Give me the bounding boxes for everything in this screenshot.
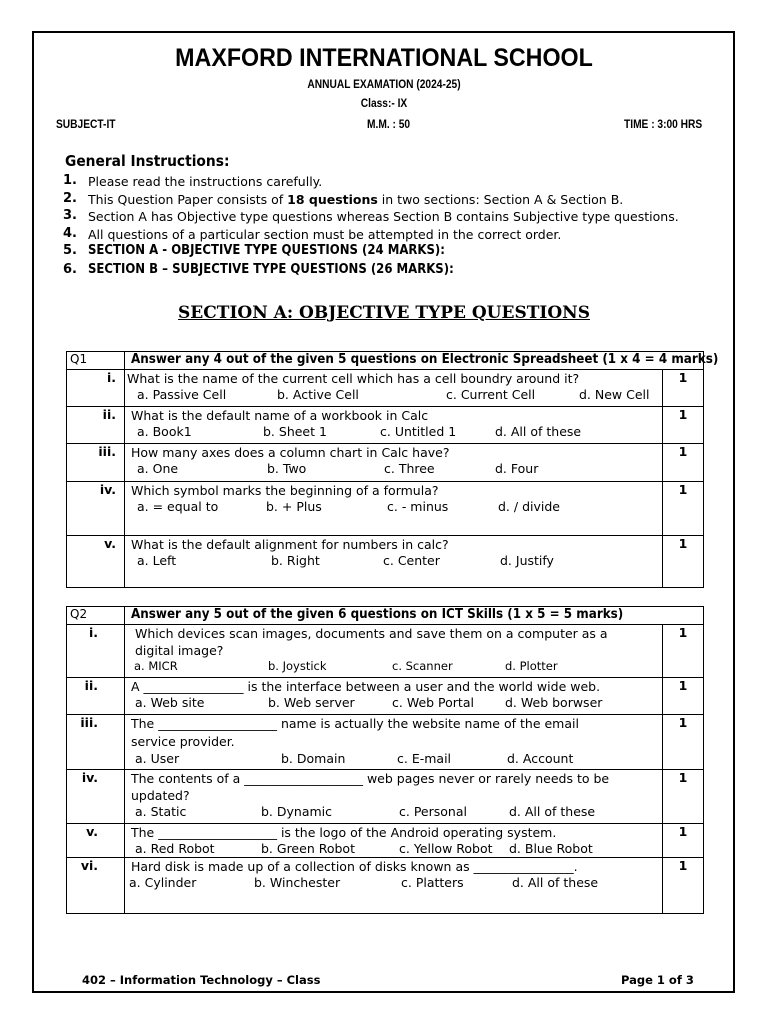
q1-title-text: Answer any 4 out of the given 5 questions on Electronic Spreadsheet (1 x 4 = 4 marks): [131, 352, 719, 367]
class-label: Class:- IX: [360, 96, 408, 110]
question-marks: 1: [663, 444, 704, 482]
question-number: ii.: [67, 678, 125, 715]
question-marks: 1: [663, 625, 704, 678]
q2-question-row: [67, 678, 704, 715]
section-a-title: [0, 303, 768, 323]
question-text: The contents of a ___________________ web pages never or rarely needs to be updated?: [131, 771, 610, 803]
option: a. Book1: [137, 424, 192, 439]
question-cell: [125, 536, 663, 588]
option: c. Scanner: [392, 659, 453, 673]
option: b. Sheet 1: [263, 424, 327, 439]
max-marks: M.M. : 50: [367, 117, 411, 131]
question-text: The ___________________ is the logo of the Android operating system.: [131, 825, 557, 840]
instruction-number: 1.: [63, 173, 77, 188]
instruction-number: 3.: [63, 208, 77, 223]
option: a. = equal to: [137, 499, 219, 514]
footer-course: 402 – Information Technology – Class: [82, 973, 321, 987]
option: d. All of these: [509, 804, 596, 819]
options-row: [125, 751, 662, 769]
instruction-number: 4.: [63, 226, 77, 241]
q2-label: Q2: [67, 607, 125, 625]
q2-question-row: [67, 715, 704, 770]
question-number: iii.: [67, 444, 125, 482]
question-marks: 1: [663, 407, 704, 444]
option: b. + Plus: [266, 499, 322, 514]
option: d. Four: [495, 461, 539, 476]
option: b. Winchester: [254, 875, 341, 890]
question-text: A ________________ is the interface between a user and the world wide web.: [131, 679, 601, 694]
question-text: The ___________________ name is actually the website name of the email service provider.: [131, 716, 579, 749]
q1-question-row: [67, 407, 704, 444]
question-number: v.: [67, 536, 125, 588]
q2-question-row: [67, 858, 704, 914]
question-marks: 1: [663, 715, 704, 770]
option: c. Yellow Robot: [399, 841, 493, 856]
options-row: [125, 424, 662, 442]
question-cell: [125, 858, 663, 914]
options-row: [125, 659, 662, 677]
option: d. Blue Robot: [509, 841, 593, 856]
q1-question-row: [67, 370, 704, 407]
question-number: ii.: [67, 407, 125, 444]
question-text: What is the default name of a workbook in Calc: [131, 408, 429, 423]
option: a. MICR: [134, 659, 178, 673]
option: a. Passive Cell: [137, 387, 227, 402]
question-number: vi.: [67, 858, 125, 914]
option: a. One: [137, 461, 179, 476]
option: b. Domain: [281, 751, 346, 766]
option: d. Justify: [500, 553, 554, 568]
question-marks: 1: [663, 824, 704, 858]
question-cell: [125, 715, 663, 770]
options-row: [125, 461, 662, 479]
q1-label: Q1: [67, 352, 125, 370]
options-row: [125, 804, 662, 822]
options-row: [125, 695, 662, 713]
option: a. Web site: [135, 695, 205, 710]
option: a. Left: [137, 553, 177, 568]
instruction-number: 5.: [63, 243, 77, 258]
option: a. User: [135, 751, 180, 766]
question-marks: 1: [663, 370, 704, 407]
question-text: How many axes does a column chart in Calc have?: [131, 445, 450, 460]
instructions-title: General Instructions:: [65, 152, 230, 170]
instruction-text: [88, 192, 623, 207]
q2-title-text: Answer any 5 out of the given 6 questions on ICT Skills (1 x 5 = 5 marks): [131, 607, 624, 622]
question-marks: 1: [663, 770, 704, 824]
instruction-text: All questions of a particular section must be attempted in the correct order.: [88, 227, 562, 242]
subject-label: SUBJECT-IT: [56, 117, 116, 131]
option: b. Joystick: [268, 659, 327, 673]
question-cell: [125, 482, 663, 536]
question-text: Hard disk is made up of a collection of disks known as ________________.: [131, 859, 578, 874]
question-text: What is the default alignment for numbers in calc?: [131, 537, 449, 552]
instruction-text: SECTION B – SUBJECTIVE TYPE QUESTIONS (26 MARKS):: [88, 262, 454, 277]
option: b. Right: [271, 553, 320, 568]
option: c. Untitled 1: [380, 424, 457, 439]
question-text: Which symbol marks the beginning of a formula?: [131, 483, 439, 498]
q2-question-row: [67, 625, 704, 678]
exam-title: ANNUAL EXAMATION (2024-25): [307, 77, 461, 91]
question-cell: [125, 770, 663, 824]
q1-question-row: [67, 536, 704, 588]
section-a-title-text: SECTION A: OBJECTIVE TYPE QUESTIONS: [178, 303, 590, 323]
option: c. Center: [383, 553, 440, 568]
option: d. / divide: [498, 499, 560, 514]
question-cell: [125, 407, 663, 444]
option: c. - minus: [387, 499, 449, 514]
instruction-text-part: in two sections: Section A & Section B.: [377, 192, 624, 207]
question-number: iii.: [67, 715, 125, 770]
question-marks: 1: [663, 482, 704, 536]
option: d. All of these: [495, 424, 582, 439]
options-row: [125, 387, 662, 405]
instruction-number: 2.: [63, 191, 77, 206]
option: c. Platters: [401, 875, 464, 890]
question-cell: [125, 625, 663, 678]
option: a. Cylinder: [129, 875, 197, 890]
q2-question-row: [67, 824, 704, 858]
question-text: Which devices scan images, documents and save them on a computer as a digital image?: [135, 626, 608, 658]
q1-question-row: [67, 482, 704, 536]
question-number: i.: [67, 625, 125, 678]
question-cell: [125, 444, 663, 482]
options-row: [125, 841, 662, 857]
question-cell: [125, 678, 663, 715]
instruction-number: 6.: [63, 262, 77, 277]
option: b. Web server: [268, 695, 355, 710]
question-number: i.: [67, 370, 125, 407]
options-row: [125, 553, 662, 571]
q1-header-row: [67, 352, 704, 370]
question-number: v.: [67, 824, 125, 858]
option: d. Account: [507, 751, 574, 766]
q1-table: [66, 351, 719, 588]
options-row: [125, 875, 662, 893]
q2-header-row: [67, 607, 704, 625]
option: c. Personal: [399, 804, 467, 819]
q2-table: [66, 606, 704, 914]
options-row: [125, 499, 662, 517]
question-cell: [125, 370, 663, 407]
question-number: iv.: [67, 482, 125, 536]
option: c. Web Portal: [392, 695, 474, 710]
instruction-text-emphasis: 18 questions: [287, 192, 378, 207]
option: d. New Cell: [579, 387, 650, 402]
option: a. Static: [135, 804, 187, 819]
question-marks: 1: [663, 858, 704, 914]
option: c. Current Cell: [446, 387, 536, 402]
option: b. Active Cell: [277, 387, 359, 402]
option: d. Web borwser: [505, 695, 603, 710]
option: c. Three: [384, 461, 435, 476]
q1-question-row: [67, 444, 704, 482]
time-allowed: TIME : 3:00 HRS: [624, 117, 703, 131]
school-name: MAXFORD INTERNATIONAL SCHOOL: [175, 44, 593, 72]
question-cell: [125, 824, 663, 858]
option: b. Green Robot: [261, 841, 355, 856]
q2-question-row: [67, 770, 704, 824]
question-number: iv.: [67, 770, 125, 824]
instruction-text-part: This Question Paper consists of: [88, 192, 288, 207]
footer-page-number: Page 1 of 3: [621, 973, 694, 987]
option: c. E-mail: [397, 751, 452, 766]
question-marks: 1: [663, 536, 704, 588]
instruction-text: Please read the instructions carefully.: [88, 174, 323, 189]
option: d. All of these: [512, 875, 599, 890]
instruction-text: SECTION A - OBJECTIVE TYPE QUESTIONS (24 MARKS):: [88, 243, 445, 258]
option: a. Red Robot: [135, 841, 215, 856]
option: b. Two: [267, 461, 307, 476]
question-marks: 1: [663, 678, 704, 715]
option: b. Dynamic: [261, 804, 333, 819]
option: d. Plotter: [505, 659, 558, 673]
q2-title: [125, 607, 704, 625]
instruction-text: Section A has Objective type questions whereas Section B contains Subjective type questions.: [88, 209, 679, 224]
question-text: What is the name of the current cell which has a cell boundry around it?: [127, 371, 580, 386]
q1-title: [125, 352, 719, 370]
